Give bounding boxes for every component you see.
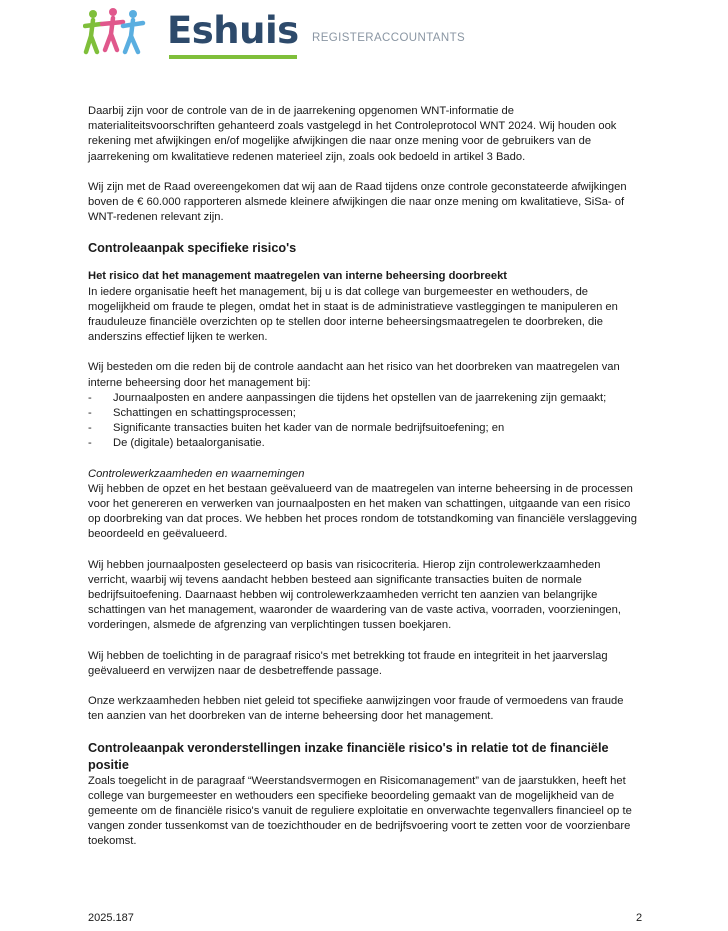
brand-tagline: REGISTERACCOUNTANTS	[312, 32, 466, 44]
document-body	[88, 104, 640, 850]
list-item: - Schattingen en schattingsprocessen;	[88, 406, 640, 421]
paragraph-annual-report: Wij hebben de toelichting in de paragraaf risico's met betrekking tot fraude en integriteit in het jaarverslag geëvalueerd en verwijzen naar de desbetreffende passage.	[88, 649, 608, 677]
brand-name: Eshuis	[167, 9, 299, 52]
paragraph-conclusion: Onze werkzaamheden hebben niet geleid tot specifieke aanwijzingen voor fraude of vermoedens van fraude ten aanzien van het doorbreken van de interne beheersing door het management.	[88, 695, 624, 723]
heading-specific-risks: Controleaanpak specifieke risico's	[88, 241, 297, 256]
risk-areas-list	[88, 391, 640, 452]
list-item: - De (digitale) betaalorganisatie.	[88, 436, 640, 451]
list-item: - Significante transacties buiten het kader van de normale bedrijfsuitoefening; en	[88, 421, 640, 436]
subheading-management-override: Het risico dat het management maatregelen van interne beheersing doorbreekt	[88, 270, 508, 283]
heading-financial-position: Controleaanpak veronderstellingen inzake financiële risico's in relatie tot de financiële positie	[88, 740, 609, 772]
document-number: 2025.187	[88, 912, 134, 924]
page-number: 2	[636, 912, 643, 924]
paragraph-fraud-risk: In iedere organisatie heeft het management, bij u is dat college van burgemeester en wethouders, de mogelijkheid om fraude te plegen, omdat het in staat is de administratieve vastleggingen te manipuleren en frauduleuze financiële overzichten op te stellen door interne beheersingsmaatregelen te doorbreken, die anderszins effectief lijken te werken.	[88, 285, 618, 344]
paragraph-design-evaluation: Wij hebben de opzet en het bestaan geëvalueerd van de maatregelen van interne beheersing in de processen voor het genereren en verwerken van journaalposten en het maken van schattingen, uitgaande van een risico op doorbreking van dat proces. We hebben het proces rondom de totstandkoming van financiële verslaggeving beoordeeld en geëvalueerd.	[88, 482, 637, 541]
paragraph-reporting: Wij zijn met de Raad overeengekomen dat wij aan de Raad tijdens onze controle geconstateerde afwijkingen boven de € 60.000 rapporteren alsmede kleinere afwijkingen die naar onze mening om kwalitatieve, SiSa- of WNT-redenen relevant zijn.	[88, 180, 627, 224]
paragraph-journal-entries: Wij hebben journaalposten geselecteerd op basis van risicocriteria. Hierop zijn controlewerkzaamheden verricht, waarbij wij tevens aandacht hebben besteed aan significante transacties buiten de normale bedrijfsuitoefening. Daarnaast hebben wij controlewerkzaamheden verricht ten aanzien van belangrijke schattingen van het management, waaronder de waardering van de vaste activa, voorraden, voorzieningen, vorderingen, alsmede de afgrenzing van verplichtingen tussen boekjaren.	[88, 558, 621, 632]
paragraph-materiality: Daarbij zijn voor de controle van de in de jaarrekening opgenomen WNT-informatie de materialiteitsvoorschriften gehanteerd zoals vastgelegd in het Controleprotocol WNT 2024. Wij houden ook rekening met afwijkingen en/of mogelijke afwijkingen die naar onze mening voor de gebruikers van de jaarrekening om kwalitatieve redenen materieel zijn, zoals ook bedoeld in artikel 3 Bado.	[88, 105, 617, 163]
paragraph-attention: Wij besteden om die reden bij de controle aandacht aan het risico van het doorbreken van maatregelen van interne beheersing door het management bij:	[88, 361, 620, 389]
subheading-procedures: Controlewerkzaamheden en waarnemingen	[88, 467, 305, 480]
brand-underline	[169, 55, 297, 59]
paragraph-financial-risks: Zoals toegelicht in de paragraaf “Weerstandsvermogen en Risicomanagement” van de jaarstukken, heeft het college van burgemeester en wethouders een specifieke beoordeling gemaakt van de mogelijkheid van de gemeente om de financiële risico's vanuit de reguliere exploitatie en onverwachte tegenvallers financieel op te vangen zonder tussenkomst van de toezichthouder en de bedrijfsvoering voort te zetten voor de voorzienbare toekomst.	[88, 774, 632, 848]
list-item: - Journaalposten en andere aanpassingen die tijdens het opstellen van de jaarrekening zijn gemaakt;	[88, 391, 640, 406]
people-figures-icon	[83, 6, 163, 63]
page-header	[83, 6, 503, 62]
